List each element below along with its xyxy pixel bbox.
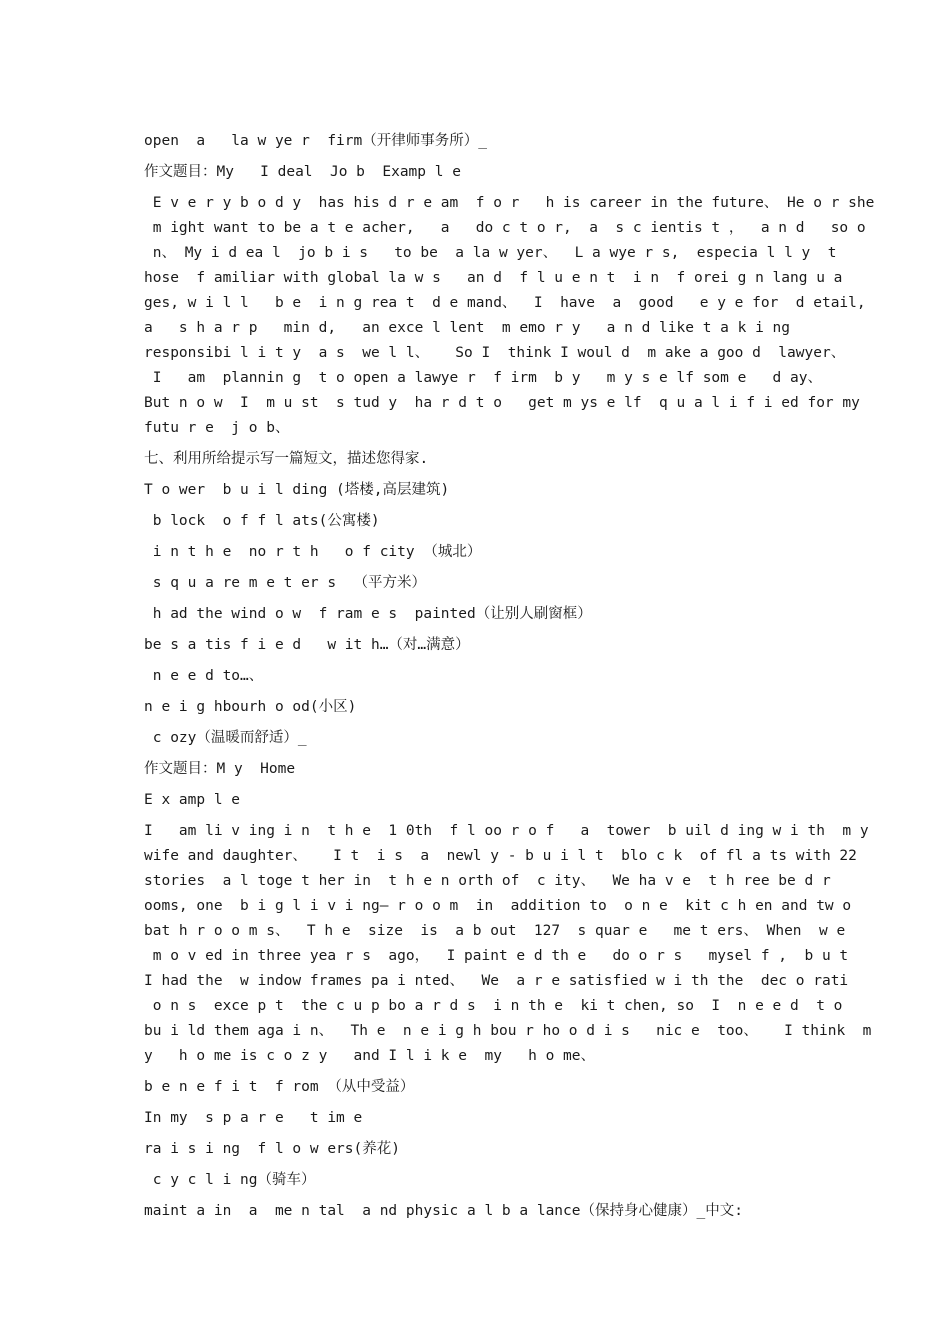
paragraph-line: ooms, one b i g l i v i ng— r o o m in addition to o n e kit c h en and tw o (144, 898, 852, 914)
hint-line: In my s p a r e t im e (144, 1110, 363, 1126)
example-label: E x amp l e (144, 792, 241, 808)
essay-paragraph-ideal-job (144, 191, 875, 441)
paragraph-line: m ight want to be a t e acher, a do c t o r, a s c ientis t ， a n d so o (144, 220, 866, 236)
hint-line: be s a tis f i e d w it h…（对…满意） (144, 637, 470, 653)
essay-title-line: 作文题目：My I deal Jo b Examp l e (144, 164, 461, 180)
hint-line: T o wer b u i l ding (塔楼,高层建筑) (144, 482, 450, 498)
hint-line: n e e d to…、 (144, 668, 264, 684)
paragraph-line: wife and daughter、 I t i s a newl y - b u i l t blo c k of fl a ts with 22 (144, 848, 857, 864)
hint-line: h ad the wind o w f ram e s painted（让别人刷窗框） (144, 606, 592, 622)
paragraph-line: I am plannin g t o open a lawye r f irm b y m y s e lf som e d ay、 (144, 370, 822, 386)
paragraph-line: y h o me is c o z y and I l i k e my h o me、 (144, 1048, 595, 1064)
hint-line: b e n e f i t f rom （从中受益） (144, 1079, 415, 1095)
hint-line: c y c l i ng（骑车） (144, 1172, 316, 1188)
paragraph-line: responsibi l i t y a s we l l、 So I think I woul d m ake a goo d lawyer、 (144, 345, 846, 361)
paragraph-line: I am li v ing i n t h e 1 0th f l oo r o f a tower b uil d ing w i th m y (144, 823, 869, 839)
paragraph-line: o n s exce p t the c u p bo a r d s i n th e ki t chen, so I n e e d t o (144, 998, 843, 1014)
paragraph-line: futu r e j o b、 (144, 420, 290, 436)
hint-line: s q u a re m e t er s （平方米） (144, 575, 427, 591)
paragraph-line: stories a l toge t her in t h e n orth of c ity、 We ha v e t h ree be d r (144, 873, 831, 889)
hint-line: n e i g hbourh o od(小区) (144, 699, 357, 715)
paragraph-line: m o v ed in three yea r s ago， I paint e d th e do o r s mysel f , b u t (144, 948, 849, 964)
hint-line: i n t h e no r t h o f city （城北） (144, 544, 482, 560)
paragraph-line: But n o w I m u st s tud y ha r d t o get m ys e lf q u a l i f i ed for my (144, 395, 860, 411)
hint-line: b lock o f f l ats(公寓楼) (144, 513, 380, 529)
document-page (144, 126, 875, 1227)
paragraph-line: bat h r o o m s、 T h e size is a b out 127 s quar e me t ers、 When w e (144, 923, 846, 939)
paragraph-line: a s h a r p min d, an exce l lent m emo r y a n d like t a k i ng (144, 320, 791, 336)
hint-line: ra i s i ng f l o w ers(养花) (144, 1141, 400, 1157)
essay-paragraph-my-home (144, 819, 872, 1069)
paragraph-line: bu i ld them aga i n、 Th e n e i g h bou r ho o d i s nic e too、 I think m (144, 1023, 872, 1039)
hint-line: maint a in a me n tal a nd physic a l b a lance（保持身心健康）_中文: (144, 1203, 743, 1219)
text-line: open a la w ye r firm（开律师事务所）_ (144, 133, 487, 149)
paragraph-line: n、 My i d ea l jo b i s to be a la w yer、 L a wye r s, especia l l y t (144, 245, 837, 261)
paragraph-line: hose f amiliar with global la w s an d f l u e n t i n f orei g n lang u a (144, 270, 843, 286)
paragraph-line: I had the w indow frames pa i nted、 We a r e satisfied w i th the dec o rati (144, 973, 849, 989)
paragraph-line: ges, w i l l b e i n g rea t d e mand、 I have a good e y e for d etail, (144, 295, 866, 311)
section-heading: 七、利用所给提示写一篇短文，描述您得家. (144, 451, 429, 467)
essay-title-line: 作文题目：M y Home (144, 761, 296, 777)
paragraph-line: E v e r y b o d y has his d r e am f o r h is career in the future、 He o r she (144, 195, 875, 211)
hint-line: c ozy（温暖而舒适）_ (144, 730, 307, 746)
